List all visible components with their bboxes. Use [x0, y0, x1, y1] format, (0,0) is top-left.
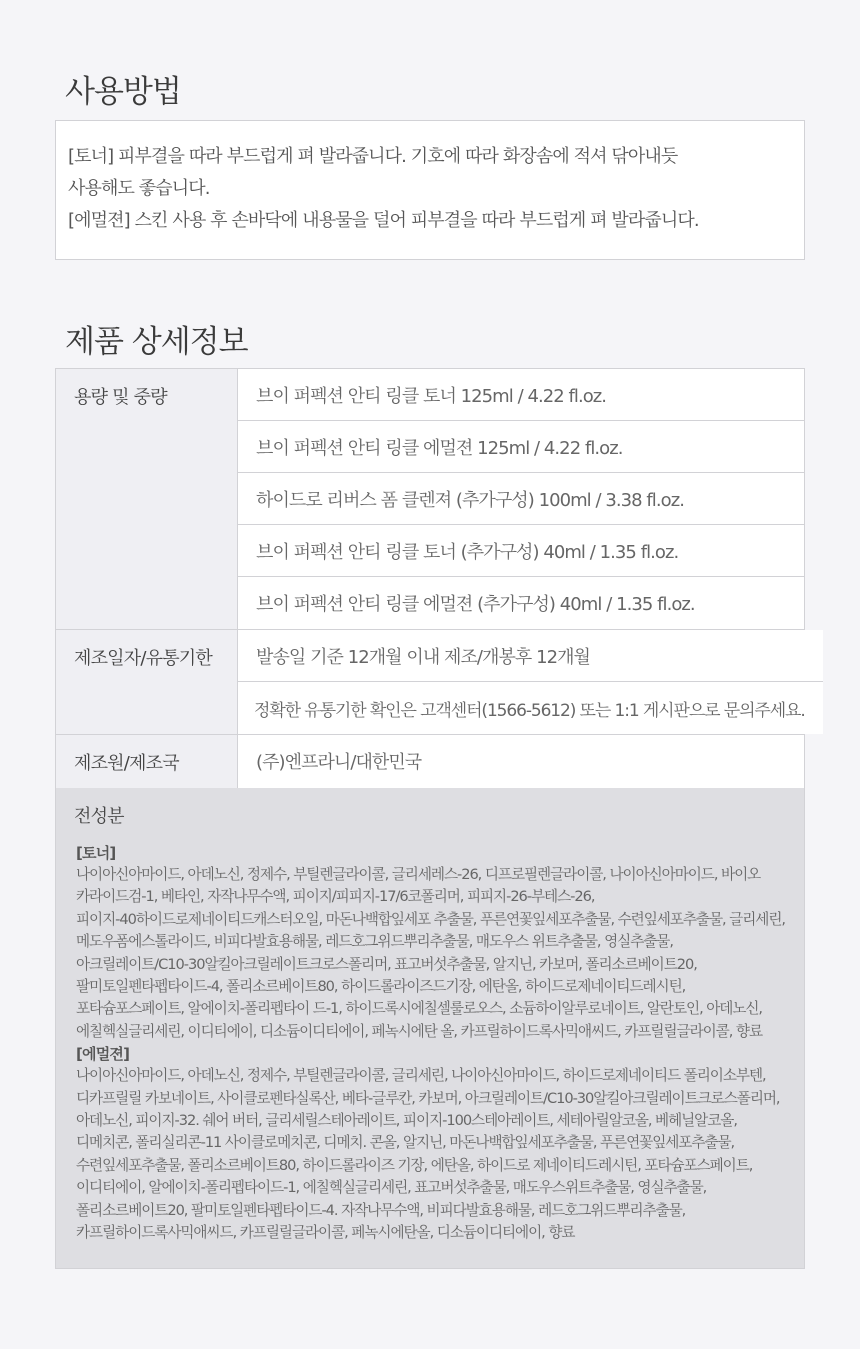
usage-line: 사용해도 좋습니다.	[68, 178, 210, 199]
expiry-row	[56, 630, 804, 735]
ingredients-panel	[55, 788, 805, 1269]
ingredients-title: 전성분	[74, 806, 124, 827]
capacity-value: 브이 퍼펙션 안티 링클 에멀젼 125ml / 4.22 fl.oz.	[238, 421, 804, 473]
capacity-row	[56, 369, 804, 630]
capacity-value: 하이드로 리버스 폼 클렌져 (추가구성) 100ml / 3.38 fl.oz.	[238, 473, 804, 525]
usage-box	[55, 120, 805, 260]
manufacturer-label: 제조원/제조국	[56, 735, 238, 789]
product-details-table	[55, 368, 805, 790]
expiry-values	[238, 630, 823, 734]
manufacturer-value: (주)엔프라니/대한민국	[256, 752, 422, 773]
manufacturer-row	[56, 735, 804, 790]
capacity-value: 브이 퍼펙션 안티 링클 에멀젼 (추가구성) 40ml / 1.35 fl.oz.	[256, 594, 695, 615]
manufacturer-values	[238, 735, 804, 789]
capacity-label: 용량 및 중량	[56, 369, 238, 629]
usage-line: [에멀젼] 스킨 사용 후 손바닥에 내용물을 덜어 피부결을 따라 부드럽게 펴 발라줍니다.	[68, 210, 699, 231]
toner-ingredients-heading: [토너]	[76, 844, 116, 862]
product-details-title: 제품 상세정보	[65, 324, 248, 360]
capacity-value: 브이 퍼펙션 안티 링클 토너 125ml / 4.22 fl.oz.	[238, 369, 804, 421]
usage-section-title: 사용방법	[65, 74, 181, 110]
usage-line: [토너] 피부결을 따라 부드럽게 펴 발라줍니다. 기호에 따라 화장솜에 적셔 닦아내듯	[68, 146, 678, 167]
expiry-note: 정확한 유통기한 확인은 고객센터(1566-5612) 또는 1:1 게시판으로 문의주세요.	[254, 700, 805, 721]
emulsion-ingredients-heading: [에멀젼]	[76, 1045, 130, 1064]
expiry-label: 제조일자/유통기한	[56, 630, 238, 734]
emulsion-ingredients-text: 나이아신아마이드, 아데노신, 정제수, 부틸렌글라이콜, 글리세린, 나이아신아마이드, 하이드로제네이티드 폴리이소부텐, 디카프릴릴 카보네이트, 사이클로펜타실록산, 베타-글루칸, 카보머, 아크릴레이트/C10-30알킬아크릴레이트크로스폴리머, 아데노신, 피이지-32. 쉐어 버터, 글리세릴스테아레이트, 피이지-100스테아레이트, 세테아릴알코올, 베헤닐알코올, 디메치콘, 폴리실리콘-11 사이클로메치콘, 디메치. 콘올, 알지닌, 마돈나백합잎세포추출물, 푸른연꽃잎세포추출물, 수련잎세포추출물, 폴리소르베이트80, 하이드롤라이즈 기장, 에탄올, 하이드로 제네이티드레시틴, 포타슘포스페이트, 이디티에이, 알에이치-폴리펩타이드-1, 에칠헥실글리세린, 표고버섯추출물, 매도우스위트추출물, 영실추출물, 폴리소르베이트20, 팔미토일펜타펩타이드-4. 자작나무수액, 비피다발효용해물, 레드호그위드뿌리추출물, 카프릴하이드록사믹애씨드, 카프릴릴글라이콜, 페녹시에탄올, 디소듐이디티에이, 향료	[76, 1067, 780, 1242]
capacity-values	[238, 369, 804, 629]
capacity-value: 브이 퍼펙션 안티 링클 토너 (추가구성) 40ml / 1.35 fl.oz.	[238, 525, 804, 577]
expiry-value: 발송일 기준 12개월 이내 제조/개봉후 12개월	[238, 630, 823, 682]
toner-ingredients-text: 나이아신아마이드, 아데노신, 정제수, 부틸렌글라이콜, 글리세레스-26, 디프로필렌글라이콜, 나이아신아마이드, 바이오 카라이드검-1, 베타인, 자작나무수액, 피이지/피피지-17/6코폴리머, 피피지-26-부테스-26, 피이지-40하이드로제네이티드캐스터오일, 마돈나백합잎세포 추출물, 푸른연꽃잎세포추출물, 수련잎세포추출물, 글리세린, 메도우폼에스톨라이드, 비피다발효용해물, 레드호그위드뿌리추출물, 매도우스 위트추출물, 영실추출물, 아크릴레이트/C10-30알킬아크릴레이트크로스폴리머, 표고버섯추출물, 알지닌, 카보머, 폴리소르베이트20, 팔미토일펜타펩타이드-4, 폴리소르베이트80, 하이드롤라이즈드기장, 에탄올, 하이드로제네이티드레시틴, 포타슘포스페이트, 알에이치-폴리펩타이 드-1, 하이드록시에칠셀룰로오스, 소듐하이알루로네이트, 알란토인, 아데노신, 에칠헥실글리세린, 이디티에이, 디소듐이디티에이, 페녹시에탄 올, 카프릴하이드록사믹애씨드, 카프릴릴글라이콜, 향료	[76, 866, 785, 1040]
